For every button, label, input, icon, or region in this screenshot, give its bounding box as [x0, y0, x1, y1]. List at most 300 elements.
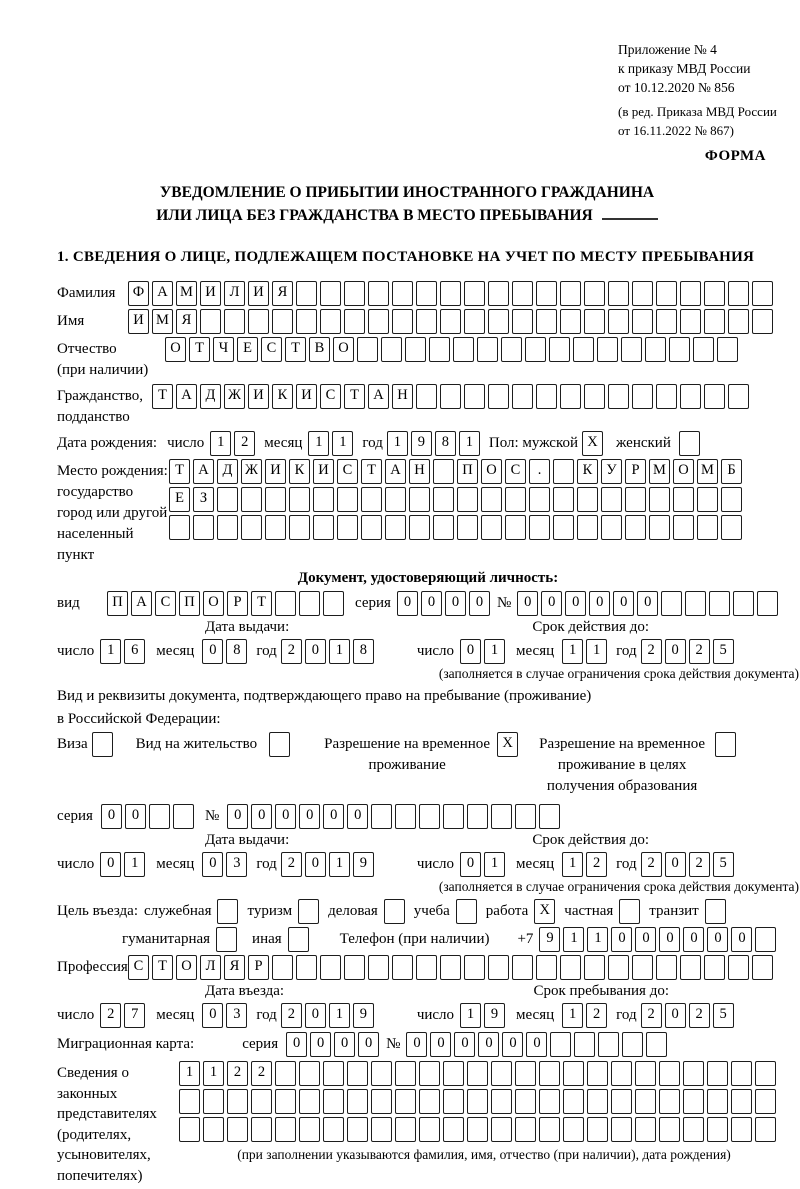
form-cell[interactable]	[577, 487, 598, 512]
form-cell[interactable]	[539, 1117, 560, 1142]
form-cell[interactable]	[587, 1089, 608, 1114]
form-cell[interactable]: 0	[460, 639, 481, 664]
form-cell[interactable]	[323, 591, 344, 616]
form-cell[interactable]	[217, 515, 238, 540]
form-cell[interactable]	[299, 1061, 320, 1086]
form-cell[interactable]: 0	[637, 591, 658, 616]
form-cell[interactable]	[656, 309, 677, 334]
form-cell[interactable]	[731, 1061, 752, 1086]
form-cell[interactable]	[409, 487, 430, 512]
form-cell[interactable]	[721, 487, 742, 512]
form-cell[interactable]: Т	[344, 384, 365, 409]
form-cell[interactable]: 0	[101, 804, 122, 829]
form-cell[interactable]: 0	[334, 1032, 355, 1057]
form-cell[interactable]	[573, 337, 594, 362]
form-cell[interactable]: А	[385, 459, 406, 484]
form-cell[interactable]: 0	[565, 591, 586, 616]
form-cell[interactable]: 1	[329, 639, 350, 664]
form-cell[interactable]	[525, 337, 546, 362]
form-cell[interactable]	[296, 309, 317, 334]
form-cell[interactable]: Т	[285, 337, 306, 362]
form-cell[interactable]: 0	[460, 852, 481, 877]
form-cell[interactable]	[601, 515, 622, 540]
form-cell[interactable]	[416, 955, 437, 980]
form-cell[interactable]: И	[313, 459, 334, 484]
form-cell[interactable]: У	[601, 459, 622, 484]
form-cell[interactable]	[733, 591, 754, 616]
form-cell[interactable]	[203, 1117, 224, 1142]
form-cell[interactable]: 0	[310, 1032, 331, 1057]
form-cell[interactable]	[752, 309, 773, 334]
form-cell[interactable]	[697, 515, 718, 540]
form-cell[interactable]: О	[165, 337, 186, 362]
form-cell[interactable]	[752, 955, 773, 980]
form-cell[interactable]	[515, 1061, 536, 1086]
form-cell[interactable]	[635, 1061, 656, 1086]
form-cell[interactable]	[416, 384, 437, 409]
form-cell[interactable]	[361, 515, 382, 540]
form-cell[interactable]	[227, 1117, 248, 1142]
form-cell[interactable]	[553, 487, 574, 512]
form-cell[interactable]	[563, 1089, 584, 1114]
form-cell[interactable]	[659, 1117, 680, 1142]
form-cell[interactable]: 6	[124, 639, 145, 664]
form-cell[interactable]	[488, 955, 509, 980]
form-cell[interactable]	[755, 927, 776, 952]
form-cell[interactable]: 0	[445, 591, 466, 616]
form-cell[interactable]: 1	[210, 431, 231, 456]
form-cell[interactable]	[395, 804, 416, 829]
form-cell[interactable]: 0	[202, 639, 223, 664]
form-cell[interactable]	[608, 281, 629, 306]
form-cell[interactable]	[680, 281, 701, 306]
form-cell[interactable]	[549, 337, 570, 362]
form-cell[interactable]: 0	[469, 591, 490, 616]
form-cell[interactable]	[728, 309, 749, 334]
form-cell[interactable]: 1	[563, 927, 584, 952]
form-cell[interactable]	[752, 281, 773, 306]
form-cell[interactable]	[275, 1061, 296, 1086]
form-cell[interactable]: К	[272, 384, 293, 409]
form-cell[interactable]	[289, 487, 310, 512]
form-cell[interactable]: 2	[281, 1003, 302, 1028]
form-cell[interactable]: 2	[281, 639, 302, 664]
form-cell[interactable]	[467, 1061, 488, 1086]
form-cell[interactable]	[608, 309, 629, 334]
form-cell[interactable]	[611, 1117, 632, 1142]
form-cell[interactable]	[659, 1089, 680, 1114]
form-cell[interactable]	[560, 281, 581, 306]
form-cell[interactable]: Л	[200, 955, 221, 980]
form-cell[interactable]	[272, 309, 293, 334]
form-cell[interactable]: З	[193, 487, 214, 512]
form-cell[interactable]	[416, 309, 437, 334]
form-cell[interactable]: 0	[358, 1032, 379, 1057]
form-cell[interactable]	[539, 1089, 560, 1114]
form-cell[interactable]	[203, 1089, 224, 1114]
form-cell[interactable]: 2	[641, 639, 662, 664]
form-cell[interactable]	[443, 1089, 464, 1114]
form-cell[interactable]: Т	[152, 955, 173, 980]
form-cell[interactable]: Т	[361, 459, 382, 484]
form-cell[interactable]	[323, 1117, 344, 1142]
form-cell[interactable]: .	[529, 459, 550, 484]
form-cell[interactable]	[275, 1117, 296, 1142]
form-cell[interactable]: 0	[347, 804, 368, 829]
form-cell[interactable]	[584, 384, 605, 409]
form-cell[interactable]	[515, 804, 536, 829]
form-cell[interactable]	[717, 337, 738, 362]
form-cell[interactable]: 9	[539, 927, 560, 952]
form-cell[interactable]	[755, 1117, 776, 1142]
form-cell[interactable]	[371, 1089, 392, 1114]
form-cell[interactable]: Р	[248, 955, 269, 980]
form-cell[interactable]	[248, 309, 269, 334]
form-cell[interactable]	[563, 1117, 584, 1142]
form-cell[interactable]	[381, 337, 402, 362]
form-cell[interactable]	[347, 1061, 368, 1086]
form-cell[interactable]: 1	[586, 639, 607, 664]
form-cell[interactable]: 1	[203, 1061, 224, 1086]
form-cell[interactable]	[299, 591, 320, 616]
form-cell[interactable]	[416, 281, 437, 306]
form-cell[interactable]	[587, 1117, 608, 1142]
form-cell[interactable]: И	[265, 459, 286, 484]
form-cell[interactable]: 1	[100, 639, 121, 664]
form-cell[interactable]: 2	[586, 852, 607, 877]
form-cell[interactable]	[728, 955, 749, 980]
form-cell[interactable]: 0	[299, 804, 320, 829]
form-cell[interactable]	[453, 337, 474, 362]
form-cell[interactable]	[625, 515, 646, 540]
purpose-study-checkbox[interactable]	[456, 899, 477, 924]
form-cell[interactable]: 1	[587, 927, 608, 952]
form-cell[interactable]: К	[289, 459, 310, 484]
form-cell[interactable]: 2	[251, 1061, 272, 1086]
form-cell[interactable]	[488, 281, 509, 306]
form-cell[interactable]	[299, 1117, 320, 1142]
form-cell[interactable]: 0	[202, 852, 223, 877]
form-cell[interactable]	[440, 384, 461, 409]
form-cell[interactable]	[632, 384, 653, 409]
form-cell[interactable]: 5	[713, 1003, 734, 1028]
form-cell[interactable]	[464, 955, 485, 980]
form-cell[interactable]: 1	[460, 1003, 481, 1028]
form-cell[interactable]: 1	[124, 852, 145, 877]
form-cell[interactable]	[693, 337, 714, 362]
form-cell[interactable]	[337, 487, 358, 512]
form-cell[interactable]: 0	[227, 804, 248, 829]
form-cell[interactable]	[368, 955, 389, 980]
form-cell[interactable]	[560, 955, 581, 980]
form-cell[interactable]	[632, 281, 653, 306]
form-cell[interactable]	[635, 1089, 656, 1114]
form-cell[interactable]	[149, 804, 170, 829]
form-cell[interactable]	[323, 1089, 344, 1114]
form-cell[interactable]	[683, 1061, 704, 1086]
form-cell[interactable]	[659, 1061, 680, 1086]
form-cell[interactable]	[337, 515, 358, 540]
form-cell[interactable]	[611, 1089, 632, 1114]
form-cell[interactable]	[683, 1117, 704, 1142]
form-cell[interactable]	[419, 1061, 440, 1086]
form-cell[interactable]: 7	[124, 1003, 145, 1028]
form-cell[interactable]: 0	[659, 927, 680, 952]
form-cell[interactable]	[536, 309, 557, 334]
form-cell[interactable]	[392, 281, 413, 306]
form-cell[interactable]	[419, 1089, 440, 1114]
form-cell[interactable]: 0	[635, 927, 656, 952]
purpose-private-checkbox[interactable]	[619, 899, 640, 924]
form-cell[interactable]: 2	[234, 431, 255, 456]
form-cell[interactable]	[296, 281, 317, 306]
form-cell[interactable]: Р	[227, 591, 248, 616]
form-cell[interactable]	[320, 309, 341, 334]
form-cell[interactable]	[440, 309, 461, 334]
form-cell[interactable]	[553, 515, 574, 540]
temp-residence-edu-checkbox[interactable]	[715, 732, 736, 757]
form-cell[interactable]: 0	[421, 591, 442, 616]
form-cell[interactable]	[464, 309, 485, 334]
form-cell[interactable]	[440, 955, 461, 980]
form-cell[interactable]	[608, 955, 629, 980]
form-cell[interactable]	[539, 1061, 560, 1086]
form-cell[interactable]: 0	[275, 804, 296, 829]
form-cell[interactable]: 0	[589, 591, 610, 616]
form-cell[interactable]	[707, 1089, 728, 1114]
form-cell[interactable]	[385, 487, 406, 512]
form-cell[interactable]: С	[128, 955, 149, 980]
form-cell[interactable]	[217, 487, 238, 512]
form-cell[interactable]: 9	[484, 1003, 505, 1028]
form-cell[interactable]: 0	[683, 927, 704, 952]
form-cell[interactable]	[656, 281, 677, 306]
form-cell[interactable]: 0	[397, 591, 418, 616]
form-cell[interactable]: 9	[411, 431, 432, 456]
form-cell[interactable]	[320, 955, 341, 980]
form-cell[interactable]: 5	[713, 639, 734, 664]
form-cell[interactable]: А	[368, 384, 389, 409]
form-cell[interactable]: Т	[169, 459, 190, 484]
form-cell[interactable]	[685, 591, 706, 616]
form-cell[interactable]	[392, 309, 413, 334]
form-cell[interactable]: 0	[100, 852, 121, 877]
form-cell[interactable]: Ф	[128, 281, 149, 306]
form-cell[interactable]: 0	[665, 852, 686, 877]
form-cell[interactable]	[361, 487, 382, 512]
form-cell[interactable]: С	[155, 591, 176, 616]
form-cell[interactable]	[728, 281, 749, 306]
form-cell[interactable]	[597, 337, 618, 362]
form-cell[interactable]	[395, 1089, 416, 1114]
form-cell[interactable]	[313, 515, 334, 540]
form-cell[interactable]	[405, 337, 426, 362]
form-cell[interactable]	[320, 281, 341, 306]
form-cell[interactable]	[481, 515, 502, 540]
form-cell[interactable]	[467, 1089, 488, 1114]
form-cell[interactable]	[433, 487, 454, 512]
form-cell[interactable]	[272, 955, 293, 980]
form-cell[interactable]	[488, 384, 509, 409]
form-cell[interactable]	[529, 487, 550, 512]
form-cell[interactable]	[357, 337, 378, 362]
form-cell[interactable]: Н	[409, 459, 430, 484]
purpose-tourism-checkbox[interactable]	[298, 899, 319, 924]
form-cell[interactable]	[299, 1089, 320, 1114]
form-cell[interactable]: С	[505, 459, 526, 484]
form-cell[interactable]: 0	[478, 1032, 499, 1057]
form-cell[interactable]	[323, 1061, 344, 1086]
form-cell[interactable]	[395, 1117, 416, 1142]
form-cell[interactable]	[755, 1089, 776, 1114]
form-cell[interactable]	[563, 1061, 584, 1086]
form-cell[interactable]	[584, 281, 605, 306]
form-cell[interactable]	[728, 384, 749, 409]
form-cell[interactable]: Е	[237, 337, 258, 362]
form-cell[interactable]	[457, 487, 478, 512]
form-cell[interactable]	[646, 1032, 667, 1057]
form-cell[interactable]	[755, 1061, 776, 1086]
form-cell[interactable]: 1	[179, 1061, 200, 1086]
form-cell[interactable]	[443, 1117, 464, 1142]
purpose-work-checkbox[interactable]: X	[534, 899, 555, 924]
form-cell[interactable]: И	[200, 281, 221, 306]
form-cell[interactable]	[645, 337, 666, 362]
form-cell[interactable]	[512, 281, 533, 306]
form-cell[interactable]	[649, 487, 670, 512]
form-cell[interactable]	[491, 1089, 512, 1114]
form-cell[interactable]: 2	[689, 639, 710, 664]
form-cell[interactable]	[512, 309, 533, 334]
form-cell[interactable]: 2	[641, 1003, 662, 1028]
form-cell[interactable]	[622, 1032, 643, 1057]
form-cell[interactable]: И	[248, 281, 269, 306]
form-cell[interactable]	[661, 591, 682, 616]
form-cell[interactable]: 1	[484, 639, 505, 664]
form-cell[interactable]	[601, 487, 622, 512]
form-cell[interactable]: М	[649, 459, 670, 484]
form-cell[interactable]	[505, 515, 526, 540]
form-cell[interactable]: 9	[353, 1003, 374, 1028]
form-cell[interactable]: О	[203, 591, 224, 616]
form-cell[interactable]	[392, 955, 413, 980]
form-cell[interactable]	[632, 955, 653, 980]
form-cell[interactable]	[467, 804, 488, 829]
form-cell[interactable]	[512, 384, 533, 409]
form-cell[interactable]: Т	[152, 384, 173, 409]
form-cell[interactable]: 1	[329, 1003, 350, 1028]
form-cell[interactable]: Е	[169, 487, 190, 512]
form-cell[interactable]	[395, 1061, 416, 1086]
female-checkbox[interactable]	[679, 431, 700, 456]
form-cell[interactable]	[709, 591, 730, 616]
form-cell[interactable]	[443, 1061, 464, 1086]
residence-permit-checkbox[interactable]	[269, 732, 290, 757]
form-cell[interactable]	[632, 309, 653, 334]
form-cell[interactable]: 0	[430, 1032, 451, 1057]
form-cell[interactable]	[347, 1089, 368, 1114]
form-cell[interactable]: 0	[502, 1032, 523, 1057]
visa-checkbox[interactable]	[92, 732, 113, 757]
form-cell[interactable]	[550, 1032, 571, 1057]
form-cell[interactable]	[371, 1117, 392, 1142]
form-cell[interactable]	[704, 281, 725, 306]
form-cell[interactable]	[409, 515, 430, 540]
form-cell[interactable]	[656, 955, 677, 980]
form-cell[interactable]: 0	[517, 591, 538, 616]
form-cell[interactable]: О	[673, 459, 694, 484]
form-cell[interactable]	[344, 281, 365, 306]
form-cell[interactable]: 2	[689, 1003, 710, 1028]
form-cell[interactable]	[429, 337, 450, 362]
form-cell[interactable]: 1	[484, 852, 505, 877]
form-cell[interactable]	[313, 487, 334, 512]
form-cell[interactable]	[251, 1117, 272, 1142]
form-cell[interactable]	[560, 309, 581, 334]
form-cell[interactable]	[491, 804, 512, 829]
form-cell[interactable]	[169, 515, 190, 540]
form-cell[interactable]	[491, 1117, 512, 1142]
form-cell[interactable]	[669, 337, 690, 362]
form-cell[interactable]: 2	[689, 852, 710, 877]
form-cell[interactable]: 0	[613, 591, 634, 616]
form-cell[interactable]	[683, 1089, 704, 1114]
form-cell[interactable]	[464, 384, 485, 409]
form-cell[interactable]: О	[481, 459, 502, 484]
form-cell[interactable]: Я	[272, 281, 293, 306]
form-cell[interactable]: 1	[329, 852, 350, 877]
form-cell[interactable]	[385, 515, 406, 540]
form-cell[interactable]: Д	[217, 459, 238, 484]
form-cell[interactable]: Ч	[213, 337, 234, 362]
form-cell[interactable]	[539, 804, 560, 829]
form-cell[interactable]: 1	[562, 852, 583, 877]
purpose-official-checkbox[interactable]	[217, 899, 238, 924]
form-cell[interactable]	[179, 1089, 200, 1114]
form-cell[interactable]	[757, 591, 778, 616]
form-cell[interactable]: А	[176, 384, 197, 409]
form-cell[interactable]	[344, 955, 365, 980]
form-cell[interactable]: 8	[353, 639, 374, 664]
form-cell[interactable]	[433, 515, 454, 540]
form-cell[interactable]	[241, 487, 262, 512]
form-cell[interactable]: 1	[562, 1003, 583, 1028]
form-cell[interactable]: 2	[227, 1061, 248, 1086]
form-cell[interactable]: М	[176, 281, 197, 306]
form-cell[interactable]	[625, 487, 646, 512]
form-cell[interactable]: 0	[125, 804, 146, 829]
form-cell[interactable]	[227, 1089, 248, 1114]
form-cell[interactable]: 0	[526, 1032, 547, 1057]
form-cell[interactable]: 0	[665, 1003, 686, 1028]
form-cell[interactable]	[344, 309, 365, 334]
form-cell[interactable]: О	[333, 337, 354, 362]
form-cell[interactable]	[697, 487, 718, 512]
form-cell[interactable]: 3	[226, 852, 247, 877]
form-cell[interactable]	[704, 309, 725, 334]
form-cell[interactable]	[501, 337, 522, 362]
form-cell[interactable]	[265, 487, 286, 512]
form-cell[interactable]: Ж	[241, 459, 262, 484]
form-cell[interactable]	[512, 955, 533, 980]
form-cell[interactable]	[680, 309, 701, 334]
purpose-business-checkbox[interactable]	[384, 899, 405, 924]
form-cell[interactable]: 0	[611, 927, 632, 952]
form-cell[interactable]	[704, 384, 725, 409]
form-cell[interactable]: 0	[286, 1032, 307, 1057]
form-cell[interactable]: Ж	[224, 384, 245, 409]
form-cell[interactable]	[656, 384, 677, 409]
